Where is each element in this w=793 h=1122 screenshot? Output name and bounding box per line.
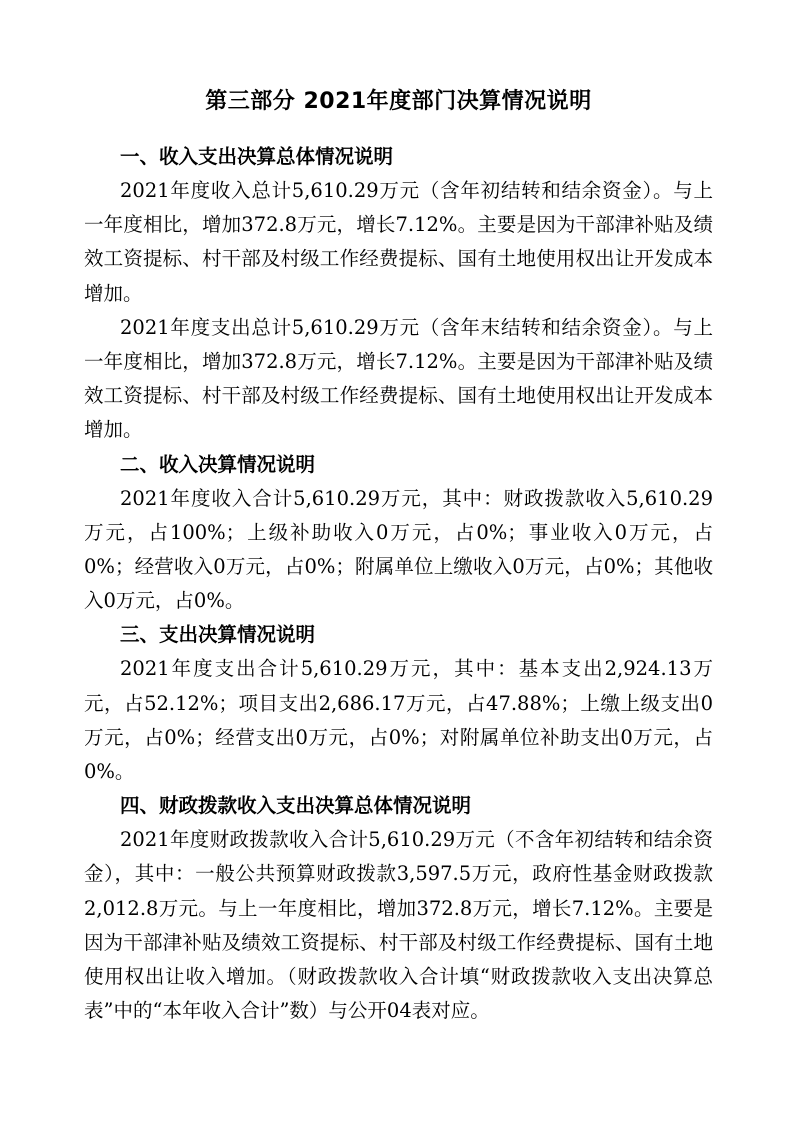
section-heading: 三、支出决算情况说明 <box>120 623 316 647</box>
section-overall <box>84 140 713 448</box>
section-heading: 二、收入决算情况说明 <box>120 452 316 476</box>
paragraph: 2021年度财政拨款收入合计5,610.29万元（不含年初结转和结余资金），其中：一般公共预算财政拨款3,597.5万元，政府性基金财政拨款2,012.8万元。与上一年度相比，增加372.8万元，增长7.12%。主要是因为干部津补贴及绩效工资提标、村干部及村级工作经费提标、国有土地使用权出让收入增加。（财政拨款收入合计填“财政拨款收入支出决算总表”中的“本年收入合计”数）与公开04表对应。 <box>84 828 713 1023</box>
section-expenditure <box>84 618 713 789</box>
paragraph: 2021年度支出总计5,610.29万元（含年末结转和结余资金）。与上一年度相比，增加372.8万元，增长7.12%。主要是因为干部津补贴及绩效工资提标、村干部及村级工作经费提标、国有土地使用权出让开发成本增加。 <box>84 315 713 442</box>
paragraph: 2021年度支出合计5,610.29万元，其中：基本支出2,924.13万元，占52.12%；项目支出2,686.17万元，占47.88%；上缴上级支出0万元，占0%；经营支出0万元，占0%；对附属单位补助支出0万元，占0%。 <box>84 657 713 784</box>
section-income <box>84 448 713 619</box>
paragraph: 2021年度收入总计5,610.29万元（含年初结转和结余资金）。与上一年度相比，增加372.8万元，增长7.12%。主要是因为干部津补贴及绩效工资提标、村干部及村级工作经费提标、国有土地使用权出让开发成本增加。 <box>84 179 713 305</box>
page-title: 第三部分 2021年度部门决算情况说明 <box>205 89 592 114</box>
paragraph: 2021年度收入合计5,610.29万元，其中：财政拨款收入5,610.29万元，占100%；上级补助收入0万元，占0%；事业收入0万元，占0%；经营收入0万元，占0%；附属单位上缴收入0万元，占0%；其他收入0万元，占0%。 <box>84 486 713 613</box>
section-heading: 一、收入支出决算总体情况说明 <box>120 145 394 168</box>
section-heading: 四、财政拨款收入支出决算总体情况说明 <box>120 794 472 818</box>
section-fiscal-appropriation <box>84 789 713 1028</box>
